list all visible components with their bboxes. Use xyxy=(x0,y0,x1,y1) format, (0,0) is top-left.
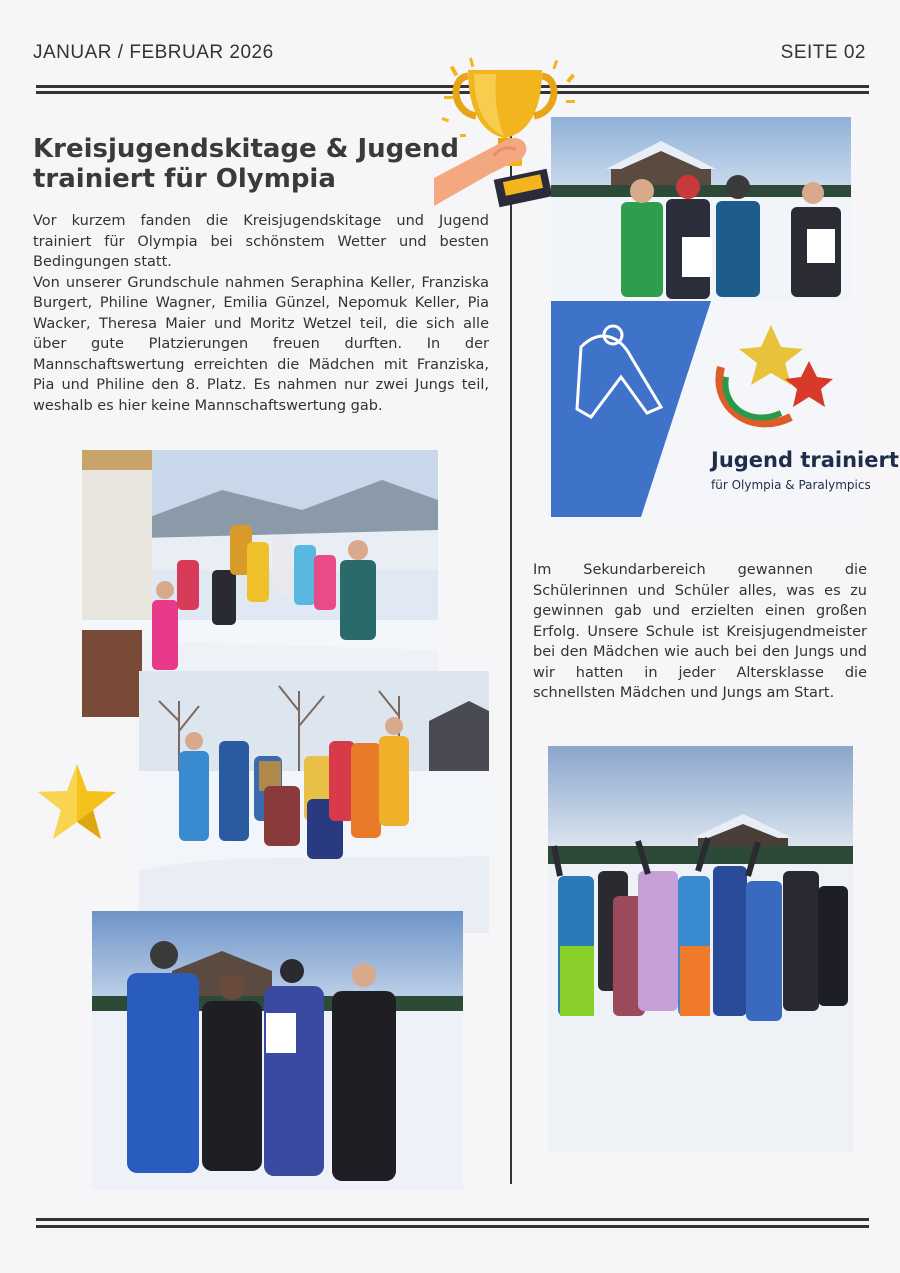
photo-group-sekundarbereich xyxy=(548,746,853,1152)
paragraph-intro: Vor kurzem fanden die Kreisjugendskitage und Jugend trainiert für Olympia bei schönstem Wetter und besten Bedingungen statt. xyxy=(33,213,489,270)
star-icon xyxy=(36,762,118,842)
footer-rule-bottom xyxy=(36,1225,869,1228)
article-body-right xyxy=(533,560,867,704)
banner-subtitle: für Olympia & Paralympics xyxy=(711,478,871,492)
footer-rule-top xyxy=(36,1218,869,1221)
article-title: Kreisjugendskitage & Jugend trainiert für Olympia xyxy=(33,134,460,194)
photo-award-banner xyxy=(551,117,899,517)
paragraph-grundschule: Von unserer Grundschule nahmen Seraphina Keller, Franziska Burgert, Philine Wagner, Emilia Günzel, Nepomuk Keller, Pia Wacker, Theresa Maier und Moritz Wetzel teil, die sich alle über gute Platzierungen freuen durften. In der Mannschaftswertung erreichten die Mädchen mit Franziska, Pia und Philine den 8. Platz. Es nahmen nur zwei Jungs teil, weshalb es hier keine Mannschaftswertung gab. xyxy=(33,274,489,414)
paragraph-sekundarbereich: Im Sekundarbereich gewannen die Schülerinnen und Schüler alles, was es zu gewinnen gab und erzielten einen großen Erfolg. Unsere Schule ist Kreisjugendmeister bei den Mädchen wie auch bei den Jungs und wir hatten in jeder Altersklasse die schnellsten Mädchen und Jungs am Start. xyxy=(533,562,867,701)
issue-date: JANUAR / FEBRUAR 2026 xyxy=(33,42,274,63)
page-number: SEITE 02 xyxy=(780,42,866,63)
article-body-left xyxy=(33,211,489,416)
photo-four-skiers xyxy=(92,911,463,1190)
photo-group-medals xyxy=(139,671,489,933)
banner-title: Jugend trainiert xyxy=(711,448,899,472)
column-divider xyxy=(510,97,512,1184)
